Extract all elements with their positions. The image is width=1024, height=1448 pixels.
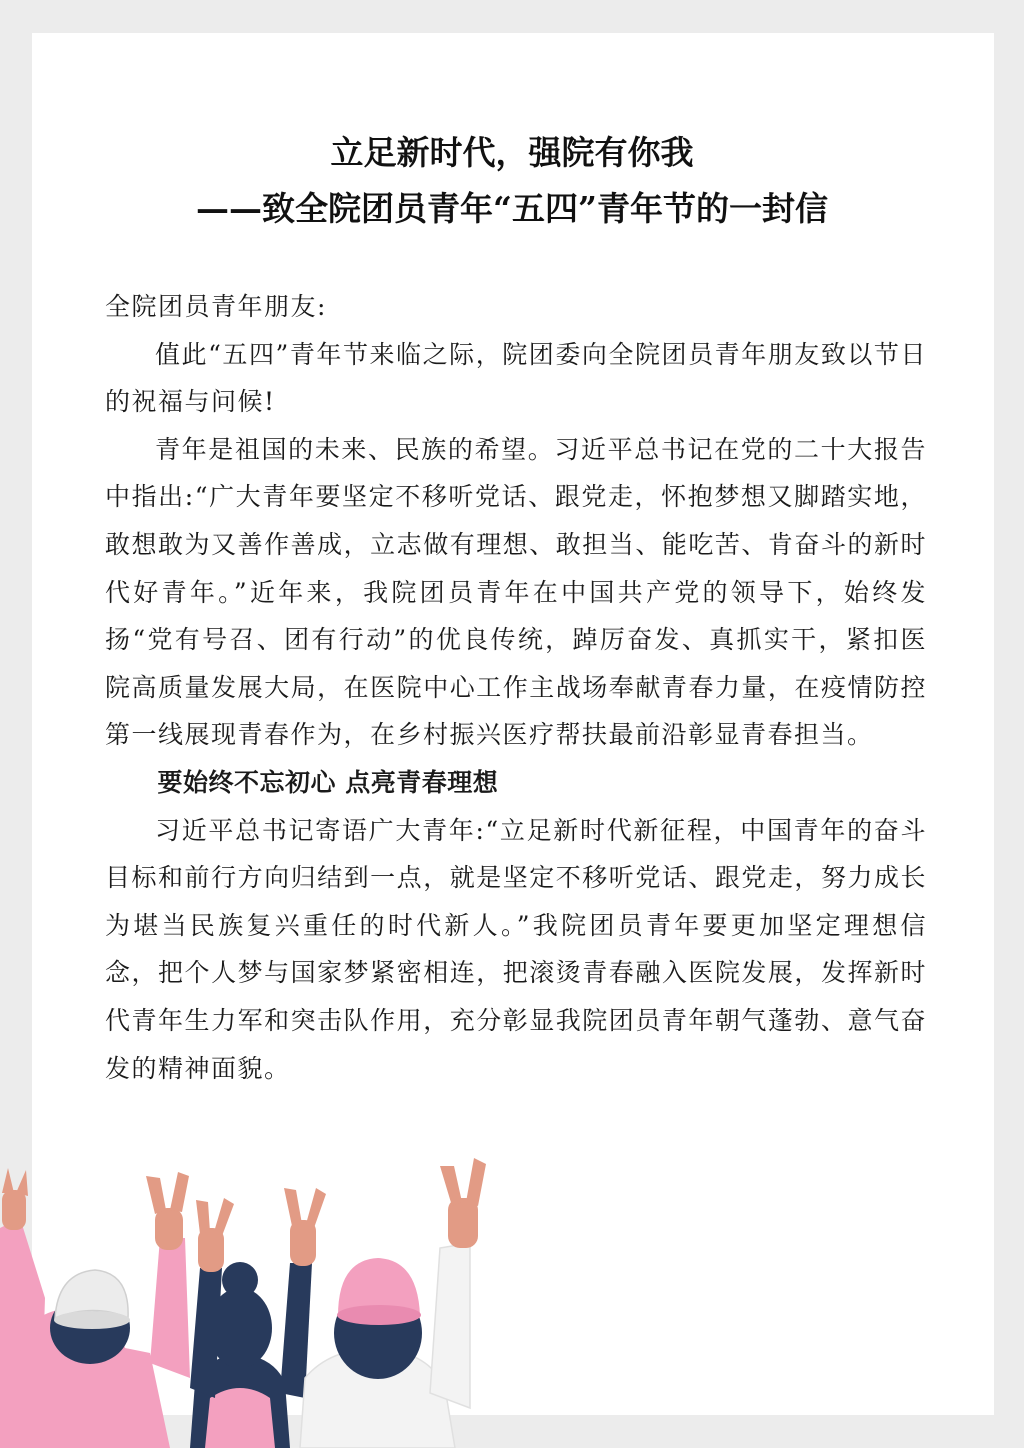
letter-body — [105, 283, 927, 1092]
letter-subtitle: ——致全院团员青年“五四”青年节的一封信 — [196, 189, 828, 228]
section-heading: 要始终不忘初心 点亮青春理想 — [157, 767, 499, 797]
paragraph-ideals: 习近平总书记寄语广大青年:“立足新时代新征程，中国青年的奋斗目标和前行方向归结到一点，就是坚定不移听党话、跟党走，努力成长为堪当民族复兴重任的时代新人。”我院团员青年要更加坚定理想信念，把个人梦与国家梦紧密相连，把滚烫青春融入医院发展，发挥新时代青年生力军和突击队作用，充分彰显我院团员青年朝气蓬勃、意气奋发的精神面貌。 — [105, 815, 927, 1083]
paragraph-youth-hope: 青年是祖国的未来、民族的希望。习近平总书记在党的二十大报告中指出:“广大青年要坚定不移听党话、跟党走，怀抱梦想又脚踏实地，敢想敢为又善作善成，立志做有理想、敢担当、能吃苦、肯奋斗的新时代好青年。”近年来，我院团员青年在中国共产党的领导下，始终发扬“党有号召、团有行动”的优良传统，踔厉奋发、真抓实干，紧扣医院高质量发展大局，在医院中心工作主战场奉献青春力量，在疫情防控第一线展现青春作为，在乡村振兴医疗帮扶最前沿彰显青春担当。 — [105, 434, 927, 750]
letter-title: 立足新时代，强院有你我 — [330, 133, 694, 172]
paragraph-festival-greeting: 值此“五四”青年节来临之际，院团委向全院团员青年朋友致以节日的祝福与问候! — [105, 339, 927, 417]
youth-cheering-illustration — [0, 1148, 500, 1448]
letter-greeting: 全院团员青年朋友: — [105, 292, 327, 321]
